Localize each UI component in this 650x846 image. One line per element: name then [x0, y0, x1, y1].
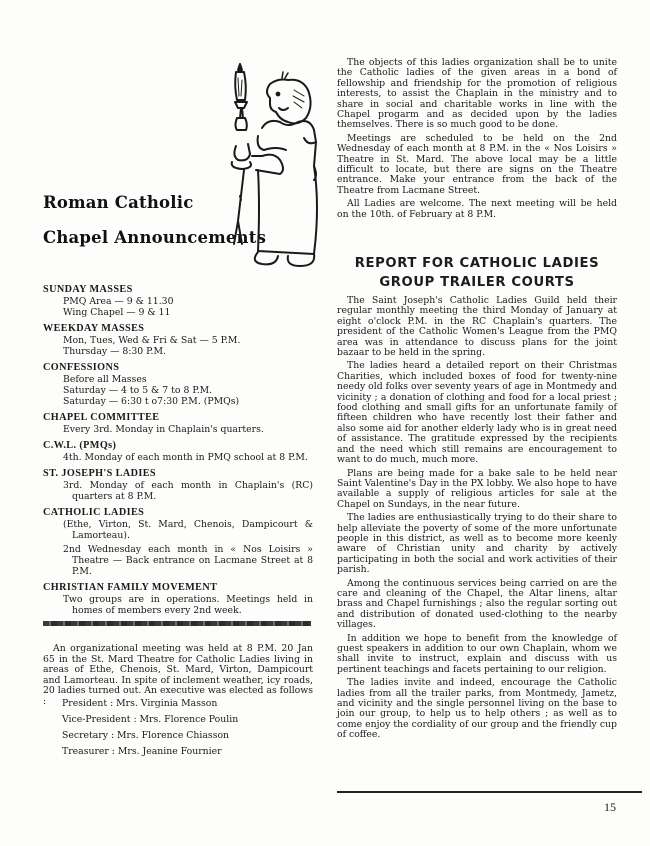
- paragraph: The ladies heard a detailed report on their Christmas Charities, which included boxes of food for twenty-nine needy old folks over seventy years of age in Montmedy and vicinity ; a donation of clothing and food for a local priest ; food clothing and small gifts for an unfortunate family of fifteen children who have recently lost their father and also some aid for another elderly lady who is in great need of assistance. The gratitude expressed by the recipients and the need which still remains are encouragement to want to do much, much more.: [337, 360, 617, 466]
- schedule-line: Before all Masses: [63, 374, 147, 385]
- paragraph: Among the continuous services being carried on are the care and cleaning of the Chapel, the Altar linens, altar brass and Chapel furnishings ; also the regular sorting out and distribution of donated used-clothing to the nearby villages.: [337, 577, 617, 631]
- paragraph: The ladies invite and indeed, encourage the Catholic ladies from all the trailer parks, from Montmedy, Jametz, and vicinity and the single personnel living on the base to join our group, to help us to help others ; as well as to come enjoy the cordiality of our group and the friendly cup of coffee.: [337, 677, 617, 741]
- schedule-line: Every 3rd. Monday in Chaplain's quarters.: [63, 424, 264, 435]
- schedule-line: 3rd. Monday of each month in Chaplain's (RC) quarters at 8 P.M.: [63, 480, 313, 502]
- executive-vice-president: Vice-President : Mrs. Florence Poulin: [62, 714, 239, 725]
- schedule-line: (Ethe, Virton, St. Mard, Chenois, Dampicourt & Lamorteau).: [63, 519, 313, 541]
- page-title-line1: Roman Catholic: [43, 193, 194, 212]
- section-heading: ST. JOSEPH'S LADIES: [43, 468, 157, 479]
- section-heading: CHRISTIAN FAMILY MOVEMENT: [43, 582, 218, 593]
- schedule-section-cwl: [43, 440, 313, 463]
- schedule-line: Thursday — 8:30 P.M.: [63, 346, 166, 357]
- section-heading: CHAPEL COMMITTEE: [43, 412, 160, 423]
- executive-list: [62, 696, 238, 760]
- section-heading: CATHOLIC LADIES: [43, 507, 145, 518]
- section-heading: SUNDAY MASSES: [43, 284, 133, 295]
- section-heading: CONFESSIONS: [43, 362, 120, 373]
- paragraph: Meetings are scheduled to be held on the 2nd Wednesday of each month at 8 P.M. in the « Nos Loisirs » Theatre in St. Mard. The above local may be a little difficult to locate, but there are signs on the Theatre entrance. Make your entrance from the back of the Theatre from Lacmane Street.: [337, 132, 617, 196]
- schedule-line: PMQ Area — 9 & 11.30: [63, 296, 174, 307]
- paragraph: Plans are being made for a bake sale to be held near Saint Valentine's Day in the PX lobby. We also hope to have available a supply of religious articles for sale at the Chapel on Sundays, in the near future.: [337, 467, 617, 510]
- report-heading: [337, 254, 617, 292]
- report-heading-line2: GROUP TRAILER COURTS: [379, 275, 575, 290]
- schedule-line: Wing Chapel — 9 & 11: [63, 307, 171, 318]
- schedule-section-catholic-ladies: [43, 507, 313, 577]
- footer-rule: [337, 791, 642, 793]
- organizational-meeting-paragraph: An organizational meeting was held at 8 P.M. 20 Jan 65 in the St. Mard Theatre for Catholic Ladies living in areas of Ethe, Chenois, St. Mard, Virton, Dampicourt and Lamorteau. In spite of inclement weather, icy roads, 20 ladies turned out. An executive was elected as follows :: [43, 643, 313, 707]
- paragraph: The Saint Joseph's Catholic Ladies Guild held their regular monthly meeting the third Monday of January at eight o'clock P.M. in the RC Chaplain's quarters. The president of the Catholic Women's League from the PMQ area was in attendance to discuss plans for the joint bazaar to be held in the spring.: [337, 295, 617, 359]
- schedule-line: Mon, Tues, Wed & Fri & Sat — 5 P.M.: [63, 335, 241, 346]
- page-number: 15: [604, 800, 616, 814]
- page-title-line2: Chapel Announcements: [43, 228, 267, 247]
- monk-with-candle-icon: [228, 56, 328, 271]
- paragraph: In addition we hope to benefit from the knowledge of guest speakers in addition to our own Chaplain, whom we shall invite to instruct, explain and discuss with us pertinent teachings and facets pertaining to our religion.: [337, 632, 617, 675]
- schedule-section-sunday-masses: [43, 284, 313, 318]
- schedule-section-christian-family-movement: [43, 582, 313, 616]
- executive-president: President : Mrs. Virginia Masson: [62, 698, 218, 709]
- schedule-line: 2nd Wednesday each month in « Nos Loisirs » Theatre — Back entrance on Lacmane Street at 8 P.M.: [63, 544, 313, 577]
- schedule-line: Two groups are in operations. Meetings held in homes of members every 2nd week.: [63, 594, 313, 616]
- report-heading-line1: REPORT FOR CATHOLIC LADIES: [354, 256, 600, 271]
- section-heading: WEEKDAY MASSES: [43, 323, 145, 334]
- schedule-section-confessions: [43, 362, 313, 407]
- paragraph: The objects of this ladies organization shall be to unite the Catholic ladies of the given areas in a bond of fellowship and friendship for the promotion of religious interests, to assist the Chaplain in the ministry and to share in social and charitable works in line with the Chapel progarm and as decided upon by the ladies themselves. There is so much good to be done.: [337, 57, 617, 131]
- report-body: [337, 296, 617, 744]
- paragraph: All Ladies are welcome. The next meeting will be held on the 10th. of February at 8 P.M.: [337, 198, 617, 220]
- schedule-line: Saturday — 4 to 5 & 7 to 8 P.M.: [63, 385, 213, 396]
- paragraph: The ladies are enthusiastically trying to do their share to help alleviate the poverty of some of the more unfortunate people in this district, as well as to become more keenly aware of Christian unity and charity by actively participating in both the social and work activities of their parish.: [337, 512, 617, 576]
- executive-treasurer: Treasurer : Mrs. Jeanine Fournier: [62, 746, 222, 757]
- schedule-section-chapel-committee: [43, 412, 313, 435]
- mass-schedule: [43, 284, 313, 621]
- section-divider: [43, 621, 311, 626]
- section-heading: C.W.L. (PMQs): [43, 440, 117, 451]
- schedule-line: 4th. Monday of each month in PMQ school at 8 P.M.: [63, 452, 308, 463]
- organization-objects: [337, 58, 617, 223]
- schedule-section-weekday-masses: [43, 323, 313, 357]
- executive-secretary: Secretary : Mrs. Florence Chiasson: [62, 730, 230, 741]
- schedule-line: Saturday — 6:30 t o7:30 P.M. (PMQs): [63, 396, 240, 407]
- schedule-section-st-josephs-ladies: [43, 468, 313, 502]
